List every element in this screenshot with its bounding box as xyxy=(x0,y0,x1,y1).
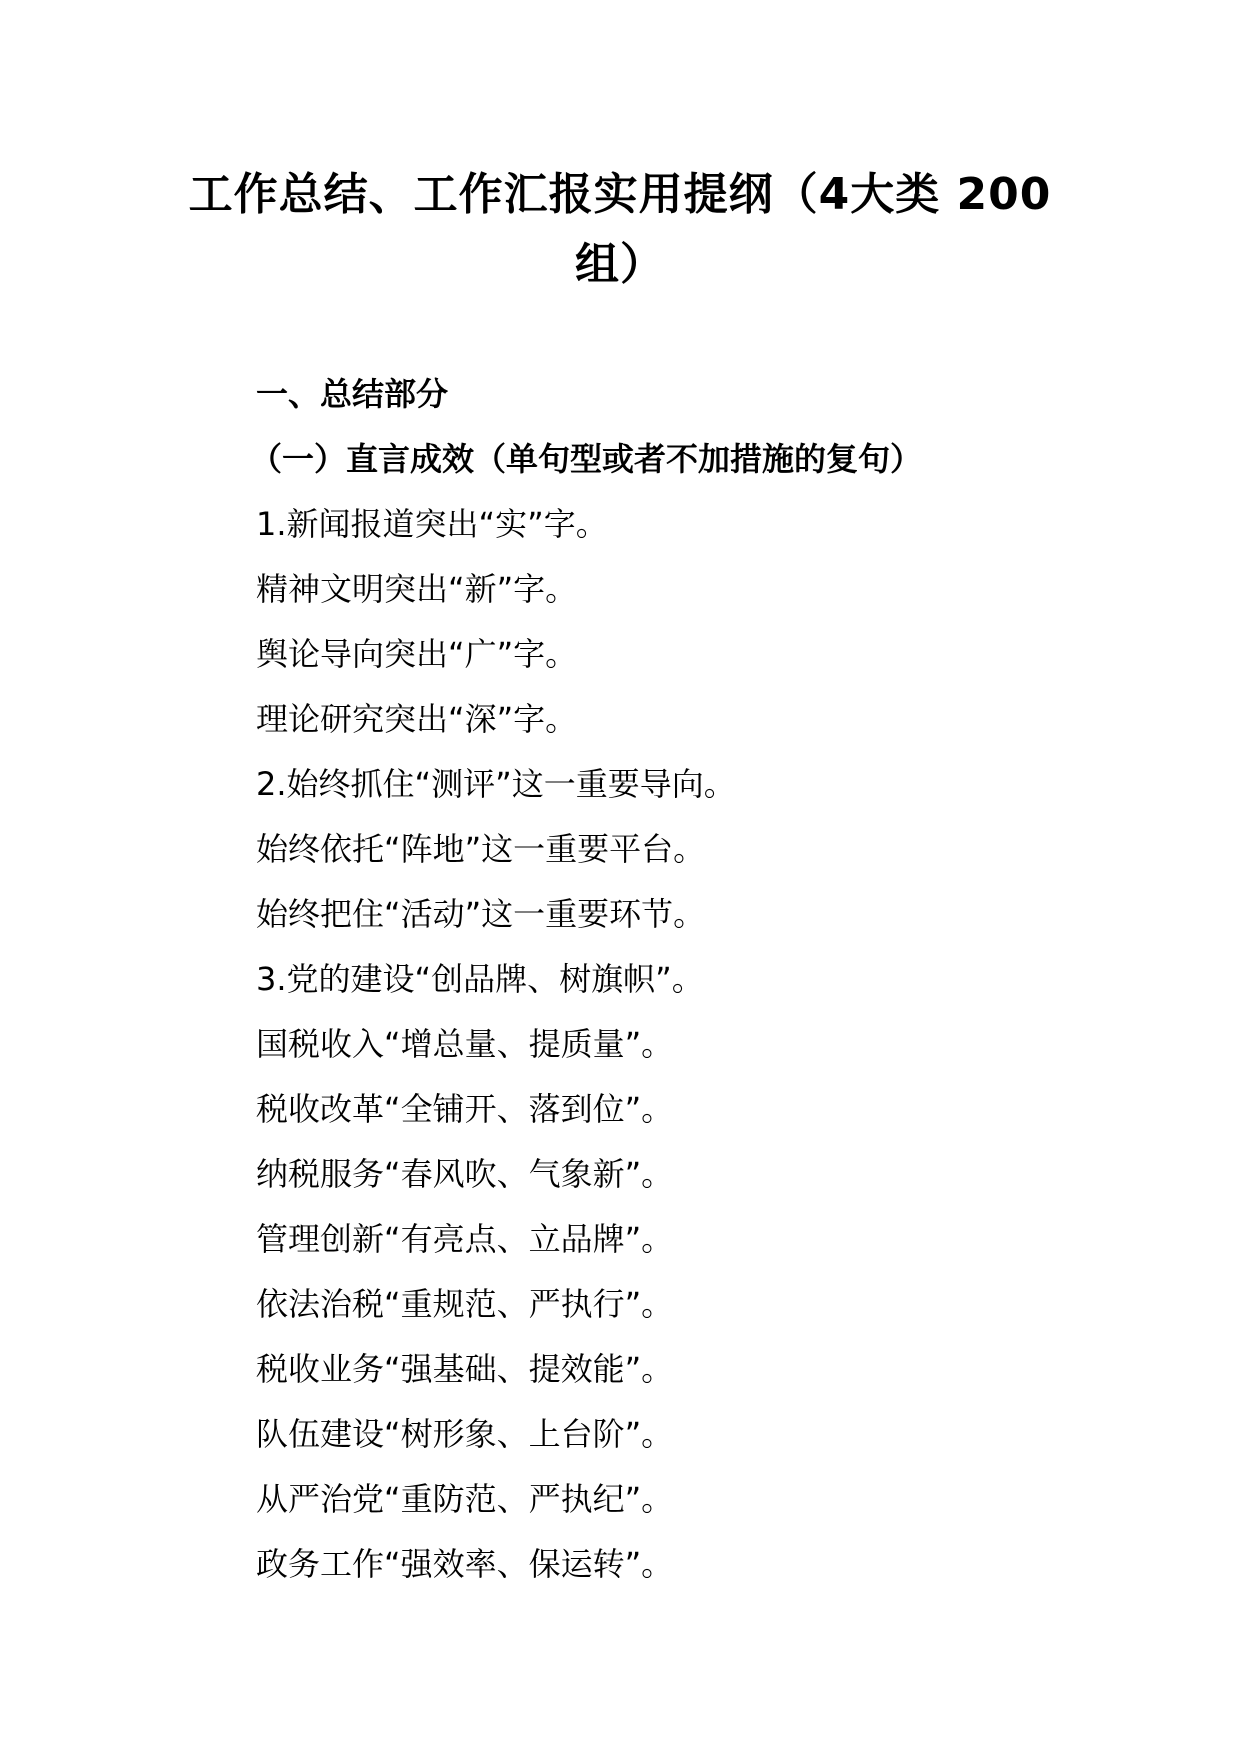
outline-line: 队伍建设“树形象、上台阶”。 xyxy=(256,1415,674,1453)
outline-line: 国税收入“增总量、提质量”。 xyxy=(256,1025,674,1063)
outline-line: 依法治税“重规范、严执行”。 xyxy=(256,1285,674,1323)
outline-line: 管理创新“有亮点、立品牌”。 xyxy=(256,1220,674,1258)
subsection-heading: （一）直言成效（单句型或者不加措施的复句） xyxy=(250,440,923,478)
outline-line: 舆论导向突出“广”字。 xyxy=(256,635,578,673)
outline-line: 从严治党“重防范、严执纪”。 xyxy=(256,1480,674,1518)
outline-line: 税收改革“全铺开、落到位”。 xyxy=(256,1090,674,1128)
document-title-line-1: 工作总结、工作汇报实用提纲（4大类 200 xyxy=(188,169,1052,220)
outline-line: 1.新闻报道突出“实”字。 xyxy=(256,505,608,543)
outline-line: 纳税服务“春风吹、气象新”。 xyxy=(256,1155,674,1193)
outline-line: 2.始终抓住“测评”这一重要导向。 xyxy=(256,765,736,803)
outline-line: 理论研究突出“深”字。 xyxy=(256,700,578,738)
outline-line: 税收业务“强基础、提效能”。 xyxy=(256,1350,674,1388)
section-heading: 一、总结部分 xyxy=(256,375,449,413)
outline-line: 政务工作“强效率、保运转”。 xyxy=(256,1545,674,1583)
outline-line: 始终把住“活动”这一重要环节。 xyxy=(256,895,706,933)
outline-line: 始终依托“阵地”这一重要平台。 xyxy=(256,830,706,868)
outline-body xyxy=(250,362,1156,1597)
outline-line: 3.党的建设“创品牌、树旗帜”。 xyxy=(256,960,704,998)
document-title-line-2: 组） xyxy=(575,239,665,290)
outline-line: 精神文明突出“新”字。 xyxy=(256,570,578,608)
document-title xyxy=(180,160,1060,300)
